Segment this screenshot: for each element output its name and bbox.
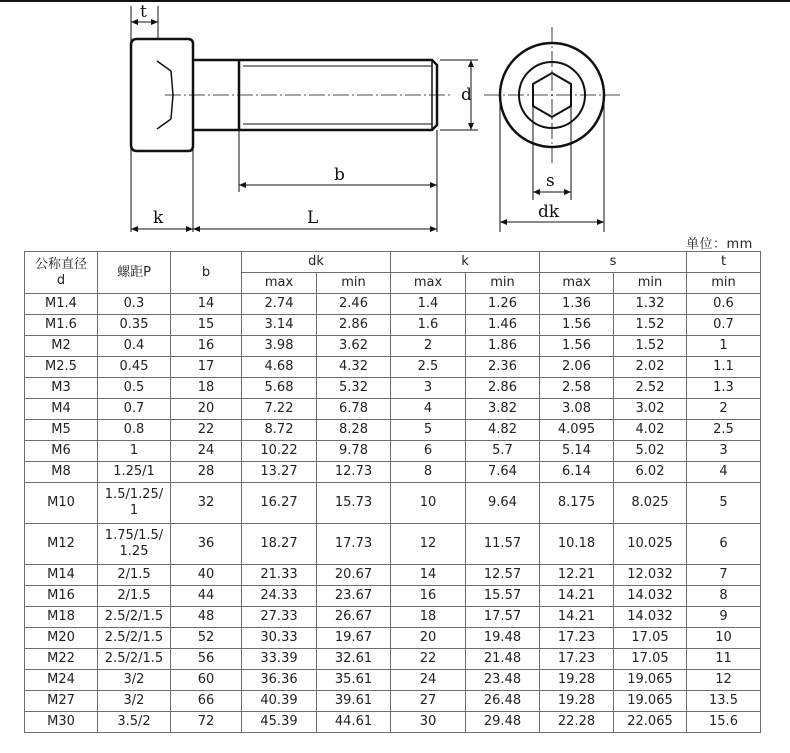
table-cell: 2.06 [540,357,614,378]
table-cell: 14.032 [614,607,687,628]
table-cell: M30 [25,712,98,733]
table-cell: 13.27 [242,462,317,483]
table-cell: 40.39 [242,691,317,712]
table-cell: 44.61 [317,712,391,733]
table-cell: 19.065 [614,691,687,712]
table-cell: 1.25/1 [98,462,171,483]
header-k: k [391,252,540,273]
table-cell: 5.32 [317,378,391,399]
table-cell: M20 [25,628,98,649]
table-cell: 1.52 [614,336,687,357]
table-cell: 0.7 [687,315,761,336]
table-cell: 48 [171,607,242,628]
table-cell: 10.025 [614,524,687,565]
table-cell: 5 [687,483,761,524]
table-cell: 17.73 [317,524,391,565]
table-cell: 2.02 [614,357,687,378]
table-cell: 1.86 [466,336,540,357]
table-cell: M16 [25,586,98,607]
table-cell: 26.48 [466,691,540,712]
table-row [25,670,761,691]
table-cell: 1.56 [540,336,614,357]
table-row [25,378,761,399]
table-cell: 17.05 [614,649,687,670]
table-cell: M5 [25,420,98,441]
header-s-min: min [614,273,687,294]
table-cell: 10.22 [242,441,317,462]
table-cell: 4.82 [466,420,540,441]
table-cell: 3 [391,378,466,399]
table-cell: 60 [171,670,242,691]
table-cell: 1.52 [614,315,687,336]
table-cell: 30.33 [242,628,317,649]
table-cell: 7.64 [466,462,540,483]
header-s: s [540,252,687,273]
table-cell: 5.7 [466,441,540,462]
table-cell: 33.39 [242,649,317,670]
table-cell: 32.61 [317,649,391,670]
table-cell: 22 [391,649,466,670]
table-cell: 2.46 [317,294,391,315]
table-row [25,524,761,565]
table-cell: 8.025 [614,483,687,524]
table-cell: 4 [687,462,761,483]
spec-table-body [25,252,761,733]
label-s: s [546,171,555,191]
table-cell: 1 [687,336,761,357]
header-k-max: max [391,273,466,294]
table-cell: 40 [171,565,242,586]
table-cell: 23.67 [317,586,391,607]
table-cell: 6.78 [317,399,391,420]
table-cell: 1.46 [466,315,540,336]
table-cell: M1.6 [25,315,98,336]
table-cell: 3 [687,441,761,462]
table-cell: 21.48 [466,649,540,670]
table-cell: 1.26 [466,294,540,315]
table-cell: 10 [687,628,761,649]
table-cell: 2 [391,336,466,357]
table-cell: 12.032 [614,565,687,586]
table-cell: 27 [391,691,466,712]
table-cell: 1.36 [540,294,614,315]
table-cell: 21.33 [242,565,317,586]
table-cell: 2.52 [614,378,687,399]
table-cell: 14 [171,294,242,315]
table-cell: 15 [171,315,242,336]
header-d [25,252,98,294]
table-row [25,441,761,462]
table-cell: 2 [687,399,761,420]
table-cell: 3.62 [317,336,391,357]
table-cell: 36.36 [242,670,317,691]
table-cell: 29.48 [466,712,540,733]
label-dk: dk [538,202,560,222]
table-cell: 11 [687,649,761,670]
table-cell: 0.6 [687,294,761,315]
table-cell: 1.4 [391,294,466,315]
table-cell: 22 [171,420,242,441]
table-cell: 5.68 [242,378,317,399]
table-cell: 28 [171,462,242,483]
table-row [25,357,761,378]
table-cell: M3 [25,378,98,399]
table-cell: 56 [171,649,242,670]
table-cell: 2/1.5 [98,565,171,586]
label-t: t [140,2,147,22]
table-cell: 22.28 [540,712,614,733]
table-cell: 0.45 [98,357,171,378]
table-cell: M4 [25,399,98,420]
screw-end-view [484,27,620,163]
table-cell: 4.32 [317,357,391,378]
table-cell: 17 [171,357,242,378]
table-cell: 7.22 [242,399,317,420]
table-cell: 20 [171,399,242,420]
table-cell: 8.72 [242,420,317,441]
table-cell: 0.8 [98,420,171,441]
table-cell: M6 [25,441,98,462]
table-cell: 5.14 [540,441,614,462]
table-cell: 0.4 [98,336,171,357]
table-cell: 10 [391,483,466,524]
header-d-line1: 公称直径 [34,256,87,272]
table-cell: 6 [687,524,761,565]
table-cell: 4.68 [242,357,317,378]
header-d-line2: d [56,272,66,288]
table-cell: 6.02 [614,462,687,483]
table-cell: 35.61 [317,670,391,691]
table-cell: 12 [391,524,466,565]
table-row [25,420,761,441]
table-row [25,691,761,712]
header-dk-max: max [242,273,317,294]
table-row [25,565,761,586]
table-cell: 66 [171,691,242,712]
table-cell: 12.73 [317,462,391,483]
table-cell: 16 [391,586,466,607]
table-cell: 23.48 [466,670,540,691]
header-t: t [687,252,761,273]
table-cell: 9 [687,607,761,628]
header-k-min: min [466,273,540,294]
table-cell: 2.86 [466,378,540,399]
table-row [25,712,761,733]
table-cell: 1.75/1.5/ 1.25 [98,524,171,565]
table-cell: 27.33 [242,607,317,628]
table-cell: 0.35 [98,315,171,336]
table-cell: 0.5 [98,378,171,399]
table-cell: 13.5 [687,691,761,712]
table-cell: 3.02 [614,399,687,420]
table-cell: 9.64 [466,483,540,524]
table-row [25,628,761,649]
table-cell: 20 [391,628,466,649]
table-cell: 9.78 [317,441,391,462]
table-cell: 8 [687,586,761,607]
table-cell: 15.6 [687,712,761,733]
table-cell: 3.5/2 [98,712,171,733]
table-row [25,294,761,315]
table-cell: 14.21 [540,607,614,628]
table-cell: 15.57 [466,586,540,607]
table-cell: M24 [25,670,98,691]
table-cell: 1.3 [687,378,761,399]
header-dk: dk [242,252,391,273]
table-cell: 7 [687,565,761,586]
table-cell: 0.7 [98,399,171,420]
table-cell: 1.32 [614,294,687,315]
table-cell: 19.28 [540,670,614,691]
table-cell: 11.57 [466,524,540,565]
table-cell: 2.74 [242,294,317,315]
table-cell: 14.032 [614,586,687,607]
table-row [25,607,761,628]
header-s-max: max [540,273,614,294]
table-cell: 18.27 [242,524,317,565]
table-cell: 19.28 [540,691,614,712]
table-cell: 2.5 [391,357,466,378]
table-cell: 44 [171,586,242,607]
table-cell: M2.5 [25,357,98,378]
table-cell: 17.05 [614,628,687,649]
table-cell: 16.27 [242,483,317,524]
header-t-min: min [687,273,761,294]
table-cell: 2.5/2/1.5 [98,649,171,670]
table-cell: 3/2 [98,691,171,712]
table-cell: 3/2 [98,670,171,691]
table-cell: 14.21 [540,586,614,607]
table-cell: 32 [171,483,242,524]
table-row [25,649,761,670]
table-cell: 72 [171,712,242,733]
table-cell: M12 [25,524,98,565]
table-cell: 12.21 [540,565,614,586]
table-cell: 1 [98,441,171,462]
table-cell: 2.36 [466,357,540,378]
table-cell: 16 [171,336,242,357]
label-k: k [153,208,164,228]
table-cell: 19.48 [466,628,540,649]
table-cell: 12 [687,670,761,691]
table-cell: 2/1.5 [98,586,171,607]
table-cell: 17.23 [540,649,614,670]
table-cell: 1.1 [687,357,761,378]
table-cell: M8 [25,462,98,483]
header-p: 螺距P [98,252,171,294]
table-cell: M22 [25,649,98,670]
table-cell: 24 [171,441,242,462]
table-cell: M18 [25,607,98,628]
table-cell: 17.57 [466,607,540,628]
spec-table [24,251,761,733]
table-cell: 39.61 [317,691,391,712]
table-cell: 8 [391,462,466,483]
table-cell: 22.065 [614,712,687,733]
table-row [25,462,761,483]
table-cell: M14 [25,565,98,586]
table-row [25,586,761,607]
table-cell: 4.02 [614,420,687,441]
table-cell: 2.5 [687,420,761,441]
table-cell: M10 [25,483,98,524]
table-cell: M1.4 [25,294,98,315]
table-cell: 18 [391,607,466,628]
label-L: L [307,208,319,228]
table-cell: 5.02 [614,441,687,462]
table-cell: 3.08 [540,399,614,420]
table-cell: 18 [171,378,242,399]
table-cell: 15.73 [317,483,391,524]
screw-technical-drawing [0,0,790,250]
table-cell: 3.98 [242,336,317,357]
table-cell: 2.86 [317,315,391,336]
header-b: b [171,252,242,294]
table-cell: 52 [171,628,242,649]
table-cell: 2.58 [540,378,614,399]
table-cell: 8.28 [317,420,391,441]
table-cell: 20.67 [317,565,391,586]
table-cell: 19.67 [317,628,391,649]
table-cell: 4 [391,399,466,420]
table-cell: 3.82 [466,399,540,420]
table-cell: 14 [391,565,466,586]
table-row [25,399,761,420]
table-row [25,336,761,357]
table-cell: 5 [391,420,466,441]
table-cell: M27 [25,691,98,712]
table-cell: 4.095 [540,420,614,441]
table-row [25,315,761,336]
table-cell: 1.56 [540,315,614,336]
label-b: b [334,165,345,185]
table-cell: 1.6 [391,315,466,336]
table-cell: 17.23 [540,628,614,649]
table-cell: 6 [391,441,466,462]
table-row [25,483,761,524]
table-cell: 0.3 [98,294,171,315]
table-cell: 8.175 [540,483,614,524]
header-row [25,252,761,273]
header-dk-min: min [317,273,391,294]
table-cell: 3.14 [242,315,317,336]
table-cell: 12.57 [466,565,540,586]
table-cell: 19.065 [614,670,687,691]
table-cell: 24 [391,670,466,691]
label-d: d [461,85,472,105]
table-cell: 24.33 [242,586,317,607]
table-cell: 2.5/2/1.5 [98,628,171,649]
table-cell: 6.14 [540,462,614,483]
table-cell: 1.5/1.25/ 1 [98,483,171,524]
table-cell: 30 [391,712,466,733]
table-cell: 10.18 [540,524,614,565]
table-cell: 36 [171,524,242,565]
table-cell: 45.39 [242,712,317,733]
unit-label: 单位：mm [686,237,753,252]
table-cell: M2 [25,336,98,357]
table-cell: 26.67 [317,607,391,628]
table-cell: 2.5/2/1.5 [98,607,171,628]
